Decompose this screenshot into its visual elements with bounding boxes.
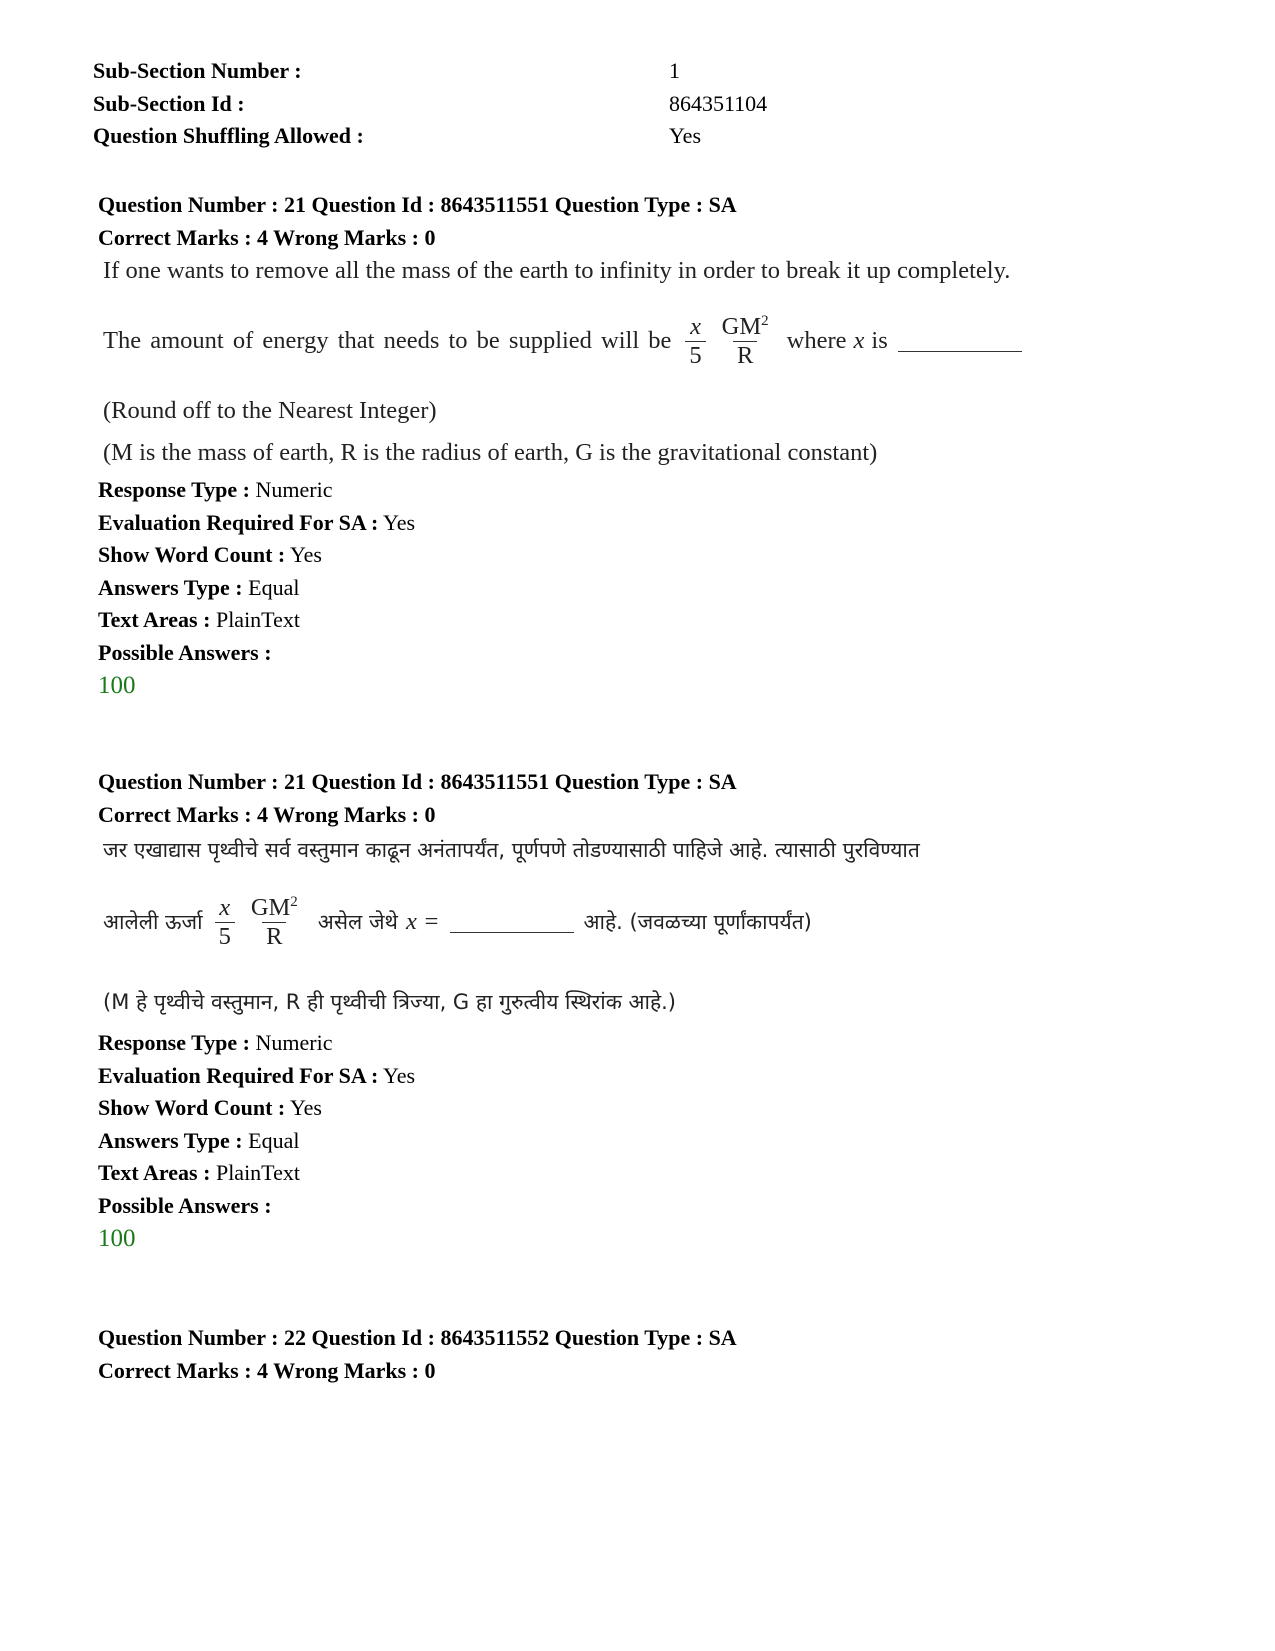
fraction-gm2-over-r [718,313,773,370]
question-meta [98,1027,1198,1222]
answers-type-row [98,572,1198,605]
response-type-row [98,474,1198,507]
response-type-label: Response Type : [98,477,250,502]
question-line-3: (M हे पृथ्वीचे वस्तुमान, R ही पृथ्वीची त्रिज्या, G हा गुरुत्वीय स्थिरांक आहे.) [103,990,676,1014]
question-line-1: If one wants to remove all the mass of the earth to infinity in order to break it up completely. [103,257,1011,284]
text-areas-label: Text Areas : [98,1160,211,1185]
equation-mid-text: असेल जेथे [317,910,398,934]
fraction-numerator: x [690,312,701,340]
answers-type-label: Answers Type : [98,574,243,600]
response-type-label: Response Type : [98,1030,250,1055]
answers-type-value: Equal [248,574,300,600]
possible-answers-row [98,1190,1198,1223]
text-areas-row [98,1157,1198,1190]
question-line-1: जर एखाद्यास पृथ्वीचे सर्व वस्तुमान काढून अनंतापर्यंत, पूर्णपणे तोडण्यासाठी पाहिजे आहे. त्यासाठी पुरविण्यात [103,838,920,862]
show-word-count-row [98,1092,1198,1125]
question-line-3: (Round off to the Nearest Integer) [103,397,437,424]
fraction-gm2-over-r [247,894,302,951]
question-header: Question Number : 22 Question Id : 8643511552 Question Type : SA [98,1325,737,1350]
answer-blank [450,912,574,933]
equation-variable: x [853,327,865,354]
gm-text: GM [721,312,762,340]
response-type-row [98,1027,1198,1060]
fraction-denominator: R [733,341,757,370]
evaluation-required-row [98,507,1198,540]
fraction-x-over-5 [215,894,235,951]
show-word-count-value: Yes [289,1095,322,1120]
evaluation-required-value: Yes [383,509,416,535]
fraction-numerator [247,894,302,922]
evaluation-required-label: Evaluation Required For SA : [98,509,379,535]
question-text [103,256,1198,468]
question-shuffling-row [93,122,1193,155]
possible-answers-label: Possible Answers : [98,1192,272,1218]
possible-answers-row [98,637,1198,670]
subsection-number-value: 1 [669,58,680,83]
possible-answer-value: 100 [98,672,136,699]
equation-is-text: is [871,327,888,354]
exponent: 2 [290,893,298,910]
equation-prefix-text: The amount of energy that needs to be supplied will be [103,327,672,354]
text-areas-label: Text Areas : [98,607,211,632]
show-word-count-label: Show Word Count : [98,1095,286,1120]
text-areas-row [98,604,1198,637]
question-shuffling-value: Yes [669,123,702,148]
question-21-marathi [98,765,1198,1256]
gm-text: GM [250,893,291,921]
subsection-info [93,57,1193,155]
question-equation-line [103,306,1198,376]
equation-where-text: where [786,327,847,354]
fraction-denominator: 5 [215,922,235,951]
fraction-denominator: R [262,922,286,951]
fraction-denominator: 5 [685,341,705,370]
evaluation-required-row [98,1060,1198,1093]
subsection-id-value: 864351104 [669,90,768,116]
possible-answers-label: Possible Answers : [98,639,272,665]
response-type-value: Numeric [255,1030,333,1055]
exponent: 2 [761,312,769,329]
fraction-x-over-5 [685,313,705,370]
answers-type-value: Equal [248,1127,300,1153]
question-marks: Correct Marks : 4 Wrong Marks : 0 [98,802,436,827]
fraction-numerator: x [219,893,231,921]
answer-blank [898,331,1022,352]
subsection-id-row [93,90,1193,123]
question-header: Question Number : 21 Question Id : 8643511551 Question Type : SA [98,769,737,794]
question-line-4: (M is the mass of earth, R is the radius of earth, G is the gravitational constant) [103,439,878,466]
fraction-numerator [718,313,773,341]
question-shuffling-label: Question Shuffling Allowed : [93,123,364,148]
question-22 [98,1321,1198,1387]
equation-suffix-text: आहे. (जवळच्या पूर्णांकापर्यंत) [583,910,812,934]
evaluation-required-label: Evaluation Required For SA : [98,1062,379,1088]
question-text [103,835,1198,1017]
answers-type-row [98,1125,1198,1158]
possible-answer-value: 100 [98,1225,136,1252]
text-areas-value: PlainText [215,1160,300,1185]
show-word-count-label: Show Word Count : [98,542,286,567]
question-header: Question Number : 21 Question Id : 8643511551 Question Type : SA [98,192,737,217]
evaluation-required-value: Yes [383,1062,416,1088]
subsection-number-label: Sub-Section Number : [93,58,302,83]
response-type-value: Numeric [255,477,333,502]
text-areas-value: PlainText [215,607,300,632]
question-meta [98,474,1198,669]
question-marks: Correct Marks : 4 Wrong Marks : 0 [98,225,436,250]
equation-prefix-text: आलेली ऊर्जा [103,910,203,934]
equation-variable: x = [405,908,440,935]
answers-type-label: Answers Type : [98,1127,243,1153]
subsection-id-label: Sub-Section Id : [93,90,245,116]
question-21-english [98,188,1198,703]
question-equation-line [103,887,1198,957]
question-marks: Correct Marks : 4 Wrong Marks : 0 [98,1358,436,1383]
show-word-count-value: Yes [289,542,322,567]
subsection-number-row [93,57,1193,90]
show-word-count-row [98,539,1198,572]
